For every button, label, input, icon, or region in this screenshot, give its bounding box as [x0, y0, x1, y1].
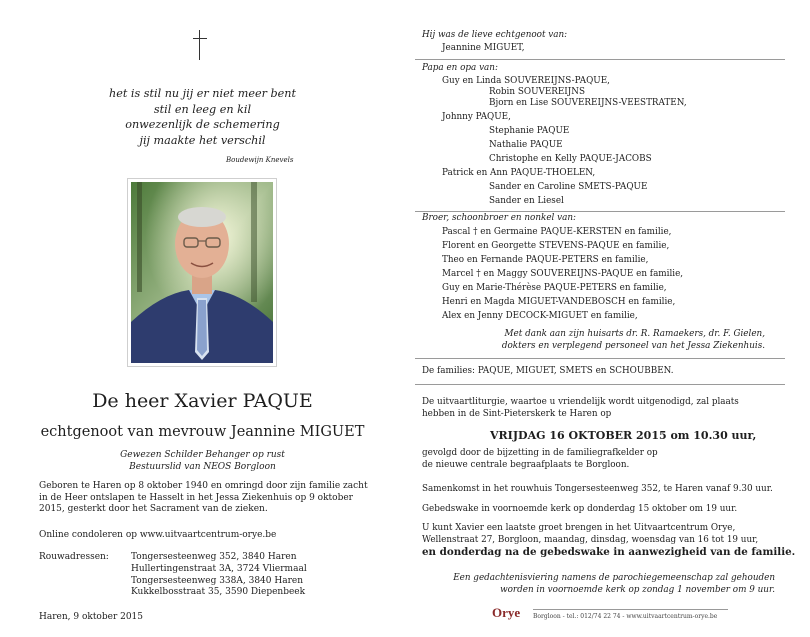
families-line: De families: PAQUE, MIGUET, SMETS en SCHOUBBEN.: [422, 366, 674, 376]
family-line: Patrick en Ann PAQUE-THOELEN,: [442, 168, 596, 178]
occupation-line: Gewezen Schilder Behanger op rust: [120, 450, 285, 460]
burial-line: de nieuwe centrale begraafplaats te Borgloon.: [422, 460, 630, 470]
wake-line: Gebedswake in voornoemde kerk op donderdag 15 oktober om 19 uur.: [422, 504, 738, 514]
meeting-line: Samenkomst in het rouwhuis Tongersesteenweg 352, te Haren vanaf 9.30 uur.: [422, 484, 773, 494]
memorial-line: Een gedachtenisviering namens de parochiegemeenschap zal gehouden: [453, 573, 775, 583]
occupation-line: Bestuurslid van NEOS Borgloon: [129, 462, 276, 472]
grand-label: Papa en opa van:: [422, 63, 498, 73]
address-line: Tongersesteenweg 338A, 3840 Haren: [131, 575, 303, 586]
footer-contact: Borgloon - tel.: 012/74 22 74 - www.uitvaartcentrum-orye.be: [533, 613, 718, 620]
family-line: Nathalie PAQUE: [489, 140, 563, 150]
siblings-label: Broer, schoonbroer en nonkel van:: [422, 213, 576, 223]
poem: [0, 86, 405, 148]
chapel: [422, 522, 758, 546]
memorial-line: worden in voornoemde kerk op zondag 1 november om 9 uur.: [500, 585, 775, 595]
family-line: Robin SOUVEREIJNS: [489, 87, 586, 97]
burial: [422, 447, 658, 471]
portrait-image: [131, 182, 273, 363]
family-line: Stephanie PAQUE: [489, 126, 570, 136]
memorial: [405, 572, 775, 596]
spouse-name: Jeannine MIGUET,: [442, 43, 525, 53]
poem-line: jij maakte het verschil: [139, 133, 266, 147]
liturgy: [422, 396, 739, 420]
occupation: [0, 449, 405, 473]
service-date: VRIJDAG 16 OKTOBER 2015 om 10.30 uur,: [490, 429, 757, 442]
address-line: Kukkelbosstraat 35, 3590 Diepenbeek: [131, 587, 306, 598]
sibling-line: Marcel † en Maggy SOUVEREIJNS-PAQUE en familie,: [442, 269, 684, 279]
family-line: Sander en Liesel: [489, 196, 564, 206]
sibling-line: Henri en Magda MIGUET-VANDEBOSCH en familie,: [442, 297, 676, 307]
chapel-line: U kunt Xavier een laatste groet brengen in het Uitvaartcentrum Orye,: [422, 523, 736, 533]
sibling-line: Alex en Jenny DECOCK-MIGUET en familie,: [442, 311, 638, 321]
poem-author: Boudewijn Knevels: [226, 156, 294, 164]
cross-icon: [193, 30, 207, 60]
thanks-line: Met dank aan zijn huisarts dr. R. Ramaekers, dr. F. Gielen,: [504, 329, 765, 339]
poem-line: onwezenlijk de schemering: [125, 118, 280, 131]
notice-date: Haren, 9 oktober 2015: [39, 612, 144, 622]
thanks: [405, 328, 765, 352]
biography: Geboren te Haren op 8 oktober 1940 en omringd door zijn familie zacht in de Heer ontslapen te Hasselt in het Jessa Ziekenhuis op 9 oktober 2015, gesterkt door het Sacrament van de zieken.: [39, 481, 368, 514]
footer-divider: [533, 609, 728, 610]
sibling-line: Guy en Marie-Thérèse PAQUE-PETERS en familie,: [442, 283, 667, 293]
family-line: Christophe en Kelly PAQUE-JACOBS: [489, 154, 652, 164]
chapel-bold-line: en donderdag na de gebedswake in aanwezigheid van de familie.: [422, 546, 796, 558]
poem-line: het is stil nu jij er niet meer bent: [109, 87, 296, 100]
family-line: Bjorn en Lise SOUVEREIJNS-VEESTRATEN,: [489, 98, 687, 108]
divider: [415, 211, 785, 212]
right-page: [405, 0, 810, 637]
liturgy-line: hebben in de Sint-Pieterskerk te Haren op: [422, 409, 612, 419]
poem-line: stil en leeg en kil: [153, 102, 252, 116]
deceased-name: De heer Xavier PAQUE: [92, 390, 313, 412]
thanks-line: dokters en verplegend personeel van het Jessa Ziekenhuis.: [501, 341, 765, 351]
spouse-line: echtgenoot van mevrouw Jeannine MIGUET: [40, 424, 365, 440]
family-line: Guy en Linda SOUVEREIJNS-PAQUE,: [442, 76, 610, 86]
divider: [415, 358, 785, 359]
orye-logo: Orye: [492, 605, 521, 620]
addresses-label: Rouwadressen:: [39, 552, 109, 562]
spouse-label: Hij was de lieve echtgenoot van:: [422, 30, 568, 40]
address-line: Tongersesteenweg 352, 3840 Haren: [131, 552, 297, 562]
sibling-line: Theo en Fernande PAQUE-PETERS en familie,: [442, 255, 649, 265]
divider: [415, 59, 785, 60]
sibling-line: Pascal † en Germaine PAQUE-KERSTEN en familie,: [442, 227, 672, 237]
family-line: Johnny PAQUE,: [442, 112, 511, 122]
addresses: [131, 552, 307, 599]
portrait-photo: [127, 178, 277, 367]
burial-line: gevolgd door de bijzetting in de familiegrafkelder op: [422, 448, 658, 458]
divider: [415, 384, 785, 385]
address-line: Hullertingenstraat 3A, 3724 Vliermaal: [131, 563, 307, 574]
liturgy-line: De uitvaartliturgie, waartoe u vriendelijk wordt uitgenodigd, zal plaats: [422, 397, 739, 407]
chapel-line: Wellenstraat 27, Borgloon, maandag, dinsdag, woensdag van 16 tot 19 uur,: [422, 535, 759, 545]
sibling-line: Florent en Georgette STEVENS-PAQUE en familie,: [442, 241, 670, 251]
family-line: Sander en Caroline SMETS-PAQUE: [489, 182, 648, 192]
online-condolences: Online condoleren op www.uitvaartcentrum-orye.be: [39, 530, 277, 540]
